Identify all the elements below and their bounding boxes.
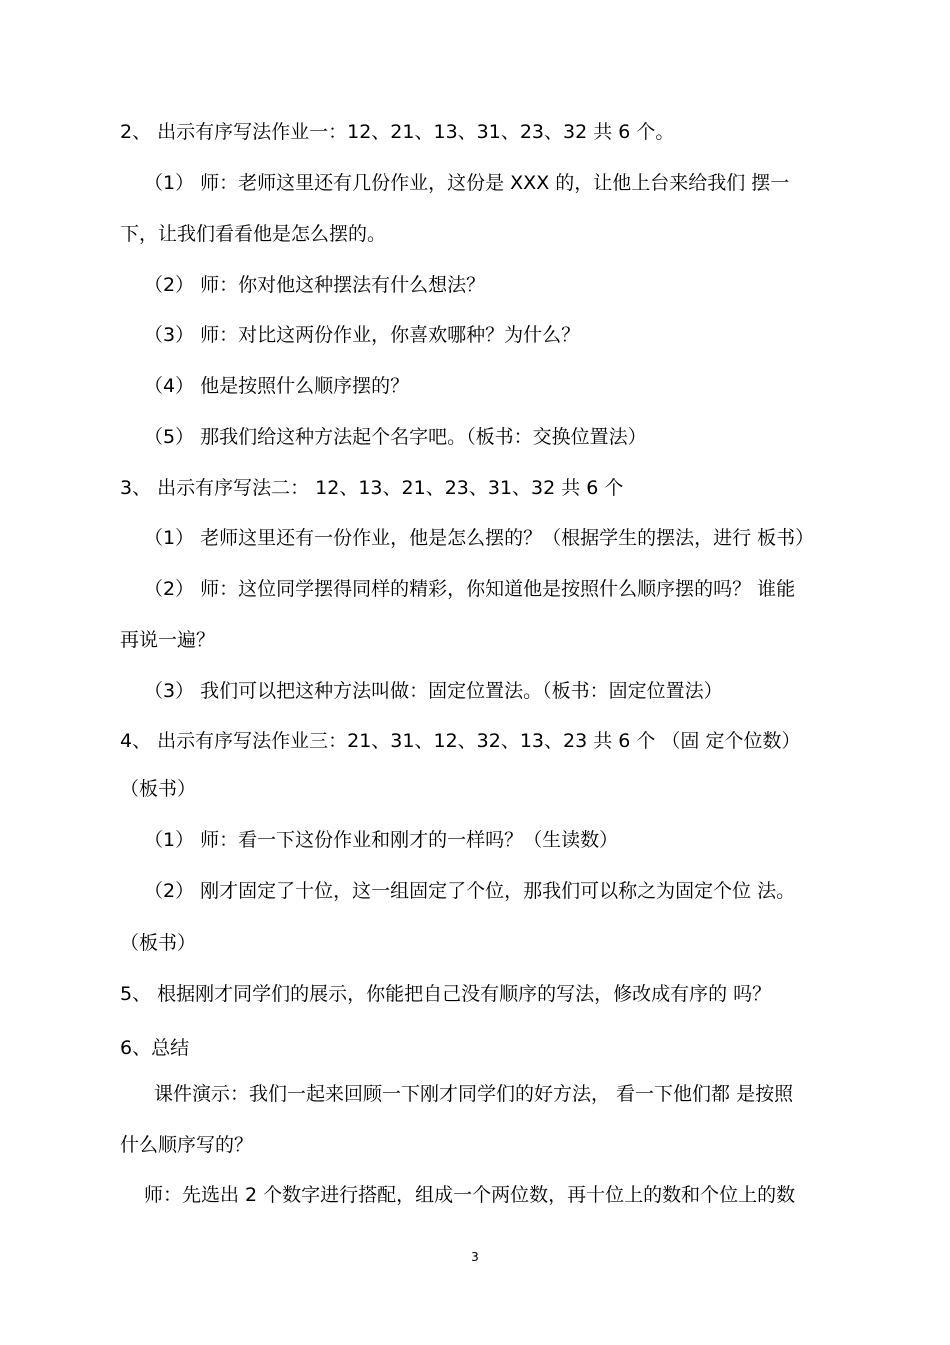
page-number: 3 bbox=[471, 1250, 479, 1264]
text-line-12: （3） 我们可以把这种方法叫做：固定位置法。（板书：固定位置法） bbox=[144, 680, 723, 702]
text-line-5: （3） 师：对比这两份作业，你喜欢哪种？为什么？ bbox=[144, 324, 581, 346]
text-line-20: 课件演示：我们一起来回顾一下刚才同学们的好方法， 看一下他们都 是按照 bbox=[154, 1083, 794, 1105]
text-line-3: 下，让我们看看他是怎么摆的。 bbox=[120, 223, 387, 245]
text-line-6: （4） 他是按照什么顺序摆的？ bbox=[144, 375, 410, 397]
text-line-11: 再说一遍？ bbox=[120, 629, 216, 651]
text-line-1: 2、 出示有序写法作业一：12、21、13、31、23、32 共 6 个。 bbox=[120, 121, 675, 143]
text-line-17: （板书） bbox=[120, 932, 197, 954]
text-line-10: （2） 师：这位同学摆得同样的精彩，你知道他是按照什么顺序摆的吗？ 谁能 bbox=[144, 578, 796, 600]
text-line-8: 3、 出示有序写法二： 12、13、21、23、31、32 共 6 个 bbox=[120, 477, 624, 499]
text-line-4: （2） 师：你对他这种摆法有什么想法？ bbox=[144, 274, 486, 296]
text-line-9: （1） 老师这里还有一份作业，他是怎么摆的？（根据学生的摆法，进行 板书） bbox=[144, 527, 815, 549]
text-line-21: 什么顺序写的？ bbox=[120, 1134, 254, 1156]
text-line-16: （2） 刚才固定了十位，这一组固定了个位，那我们可以称之为固定个位 法。 bbox=[144, 880, 796, 902]
text-line-14: （板书） bbox=[120, 778, 197, 800]
text-line-18: 5、 根据刚才同学们的展示，你能把自己没有顺序的写法，修改成有序的 吗？ bbox=[120, 983, 772, 1005]
text-line-7: （5） 那我们给这种方法起个名字吧。（板书：交换位置法） bbox=[144, 426, 647, 448]
text-line-15: （1） 师：看一下这份作业和刚才的一样吗？（生读数） bbox=[144, 829, 619, 851]
text-line-19: 6、总结 bbox=[120, 1037, 190, 1059]
text-line-2: （1） 师：老师这里还有几份作业，这份是 XXX 的，让他上台来给我们 摆一 bbox=[144, 172, 790, 194]
text-line-13: 4、 出示有序写法作业三：21、31、12、32、13、23 共 6 个 （固 定个位数） bbox=[120, 730, 801, 752]
text-line-22: 师：先选出 2 个数字进行搭配，组成一个两位数，再十位上的数和个位上的数 bbox=[144, 1184, 796, 1206]
